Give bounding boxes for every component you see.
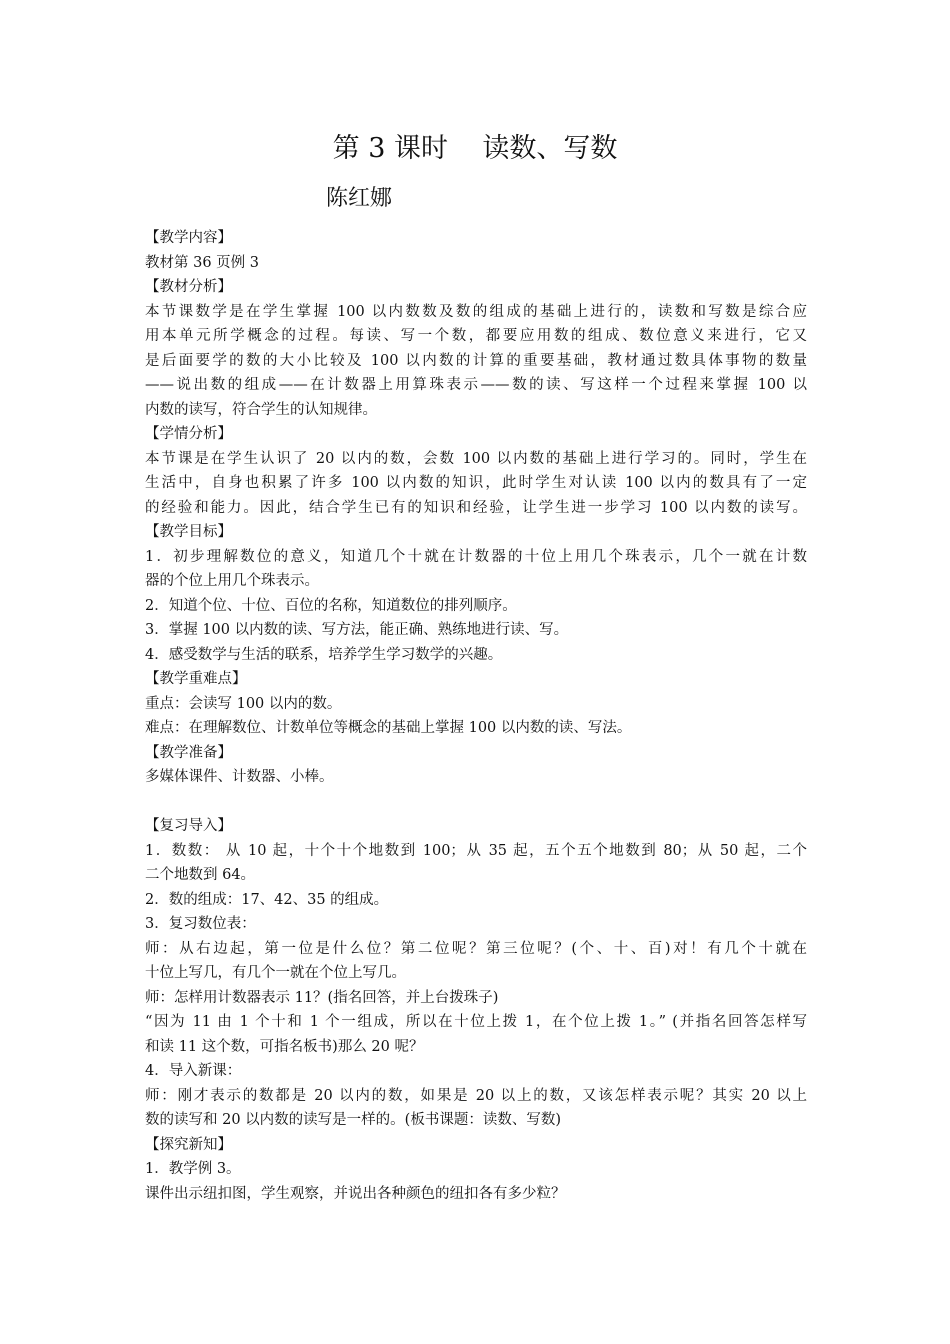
section-heading-key-points: 【教学重难点】 (145, 671, 247, 687)
list-item: 3．掌握 100 以内数的读、写方法，能正确、熟练地进行读、写。 (145, 622, 569, 638)
list-item: 4．导入新课： (145, 1063, 242, 1079)
text-line: 难点：在理解数位、计数单位等概念的基础上掌握 100 以内数的读、写法。 (145, 720, 632, 736)
list-item: 4．感受数学与生活的联系，培养学生学习数学的兴趣。 (145, 646, 503, 663)
section-heading-textbook-analysis: 【教材分析】 (145, 279, 232, 295)
text-line: 师：从右边起，第一位是什么位？第二位呢？第三位呢？(个、十、百)对！有几个十就在 (145, 940, 807, 957)
text-line: 内数的读写，符合学生的认知规律。 (145, 401, 377, 418)
section-heading-explore: 【探究新知】 (145, 1136, 232, 1153)
text-line: 二个地数到 64。 (145, 867, 256, 883)
text-line: 是后面要学的数的大小比较及 100 以内数的计算的重要基础，教材通过数具体事物的数量 (145, 352, 807, 369)
section-heading-objectives: 【教学目标】 (145, 524, 232, 540)
text-line: 本节课数学是在学生掌握 100 以内数数及数的组成的基础上进行的，读数和写数是综合应 (145, 303, 807, 320)
blank-line (145, 790, 807, 815)
section-heading-preparation: 【教学准备】 (145, 744, 232, 761)
list-item: 1．数数： 从 10 起，十个十个地数到 100；从 35 起，五个五个地数到 80；从 50 起，二个 (145, 842, 807, 859)
list-item: 2．数的组成：17、42、35 的组成。 (145, 891, 389, 908)
section-heading-review: 【复习导入】 (145, 818, 232, 834)
list-item: 3．复习数位表： (145, 916, 256, 932)
text-line: 本节课是在学生认识了 20 以内的数，会数 100 以内数的基础上进行学习的。同时，学生在 (145, 450, 807, 467)
section-heading-student-analysis: 【学情分析】 (145, 426, 232, 442)
text-line: 教材第 36 页例 3 (145, 254, 260, 271)
text-line: 师：刚才表示的数都是 20 以内的数，如果是 20 以上的数，又该怎样表示呢？其实 20 以上 (145, 1087, 807, 1104)
text-line: 师：怎样用计数器表示 11？(指名回答，并上台拨珠子) (145, 989, 499, 1006)
text-line: ——说出数的组成——在计数器上用算珠表示——数的读、写这样一个过程来掌握 100 以 (145, 377, 807, 393)
text-line: 多媒体课件、计数器、小棒。 (145, 769, 334, 785)
text-line: 和读 11 这个数，可指名板书)那么 20 呢？ (145, 1038, 424, 1055)
text-line: 生活中，自身也积累了许多 100 以内数的知识，此时学生对认读 100 以内的数具有了一定 (145, 475, 807, 491)
text-line: 器的个位上用几个珠表示。 (145, 573, 319, 589)
list-item: 1．初步理解数位的意义，知道几个十就在计数器的十位上用几个珠表示，几个一就在计数 (145, 548, 807, 565)
list-item: 1．教学例 3。 (145, 1161, 241, 1177)
text-line: 数的读写和 20 以内数的读写是一样的。(板书课题：读数、写数) (145, 1112, 561, 1128)
author-name: 陈红娜 (326, 186, 393, 211)
list-item: 2．知道个位、十位、百位的名称，知道数位的排列顺序。 (145, 597, 517, 614)
document-body (145, 226, 807, 1206)
text-line: 用本单元所学概念的过程。每读、写一个数，都要应用数的组成、数位意义来进行，它又 (145, 328, 807, 344)
text-line: 的经验和能力。因此，结合学生已有的知识和经验，让学生进一步学习 100 以内数的读写。 (145, 499, 807, 516)
text-line: 重点：会读写 100 以内的数。 (145, 695, 342, 712)
section-heading-content: 【教学内容】 (145, 230, 232, 246)
page-title: 第 3 课时 读数、写数 (332, 133, 618, 164)
text-line: 十位上写几，有几个一就在个位上写几。 (145, 965, 406, 981)
text-line: 课件出示纽扣图，学生观察，并说出各种颜色的纽扣各有多少粒？ (145, 1185, 566, 1202)
text-line: “因为 11 由 1 个十和 1 个一组成，所以在十位上拨 1，在个位上拨 1。” (并指名回答怎样写 (145, 1014, 807, 1030)
